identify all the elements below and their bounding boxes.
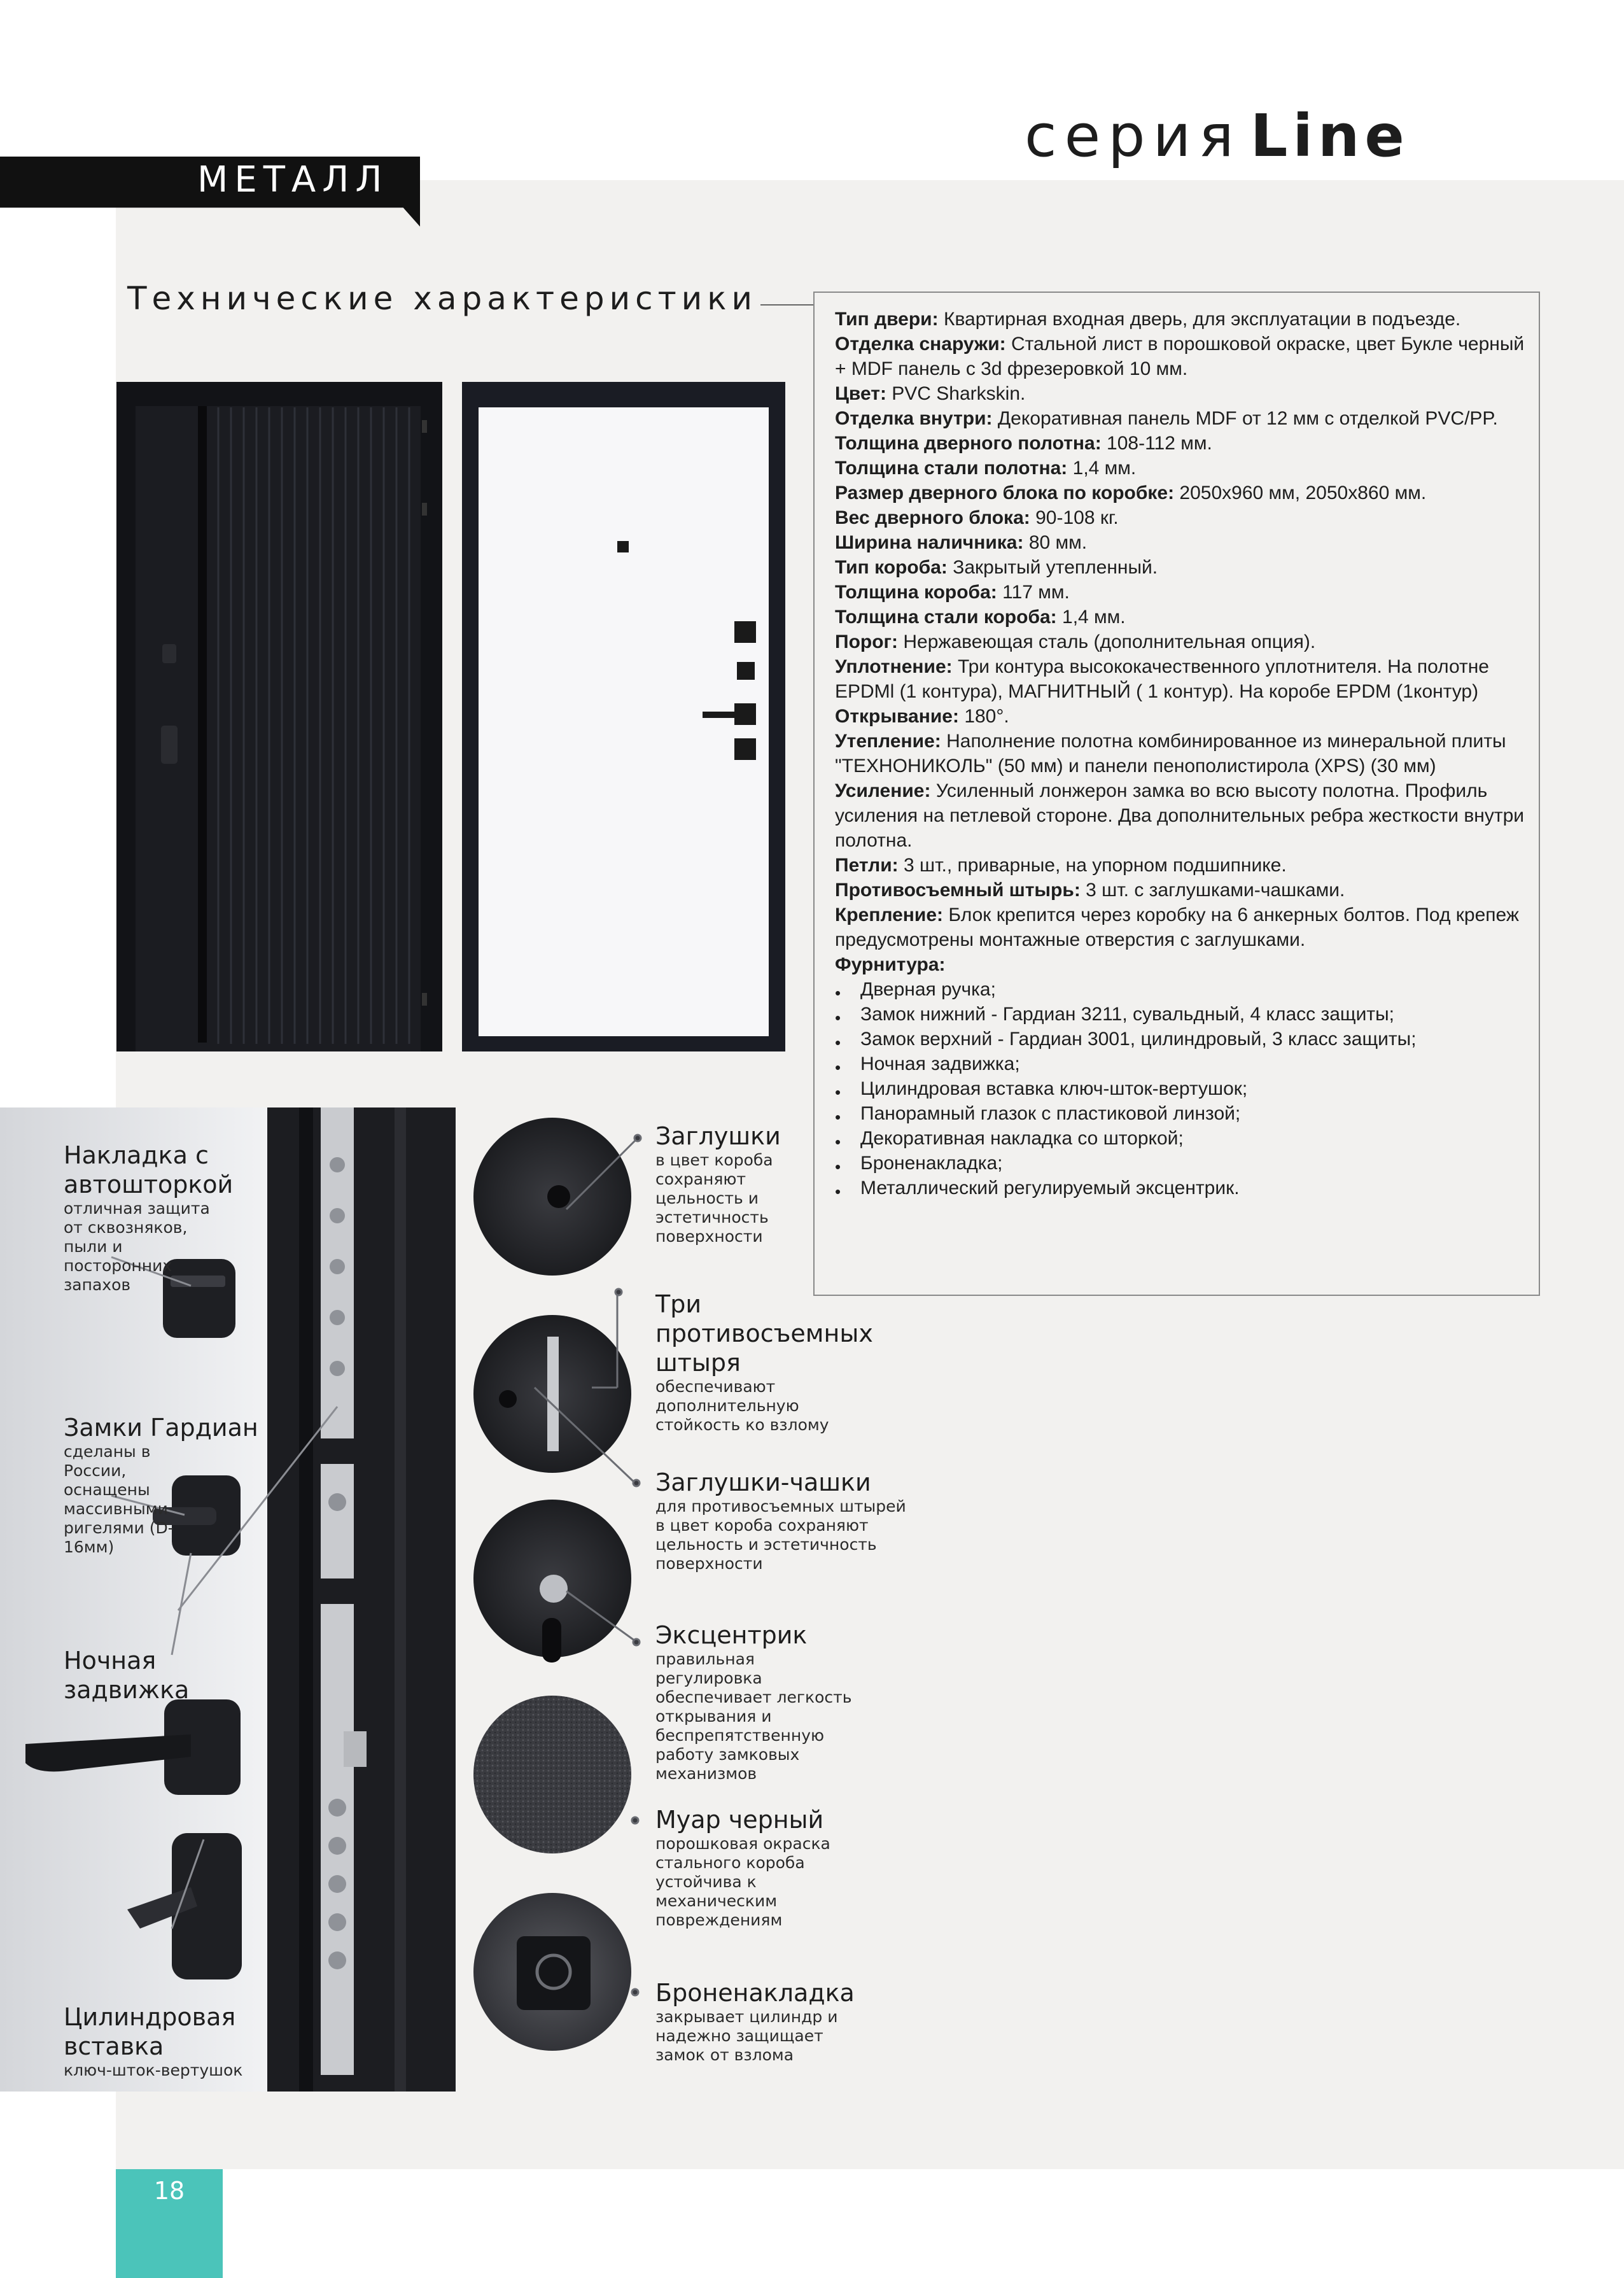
callout-title: Накладка с автошторкой xyxy=(64,1141,234,1199)
peephole-icon xyxy=(162,644,176,663)
callout-guardian-locks xyxy=(64,1413,258,1557)
lock-cover-icon xyxy=(734,621,756,643)
spec-item: Крепление: Блок крепится через коробку на 6 анкерных болтов. Под крепеж предусмотрены монтажные отверстия с заглушками. xyxy=(835,904,1519,950)
spec-item: Размер дверного блока по коробке: 2050х960 мм, 2050х860 мм. xyxy=(835,482,1427,503)
peephole-icon xyxy=(617,541,629,552)
spec-item: Усиление: Усиленный лонжерон замка во всю высоту полотна. Профиль усиления на петлевой стороне. Два дополнительных ребра жесткости внутри полотна. xyxy=(835,780,1525,851)
feature-moire-black xyxy=(655,1805,846,1930)
callout-armour-plate xyxy=(64,1141,255,1295)
spec-item: Отделка внутри: Декоративная панель MDF от 12 мм с отделкой PVC/PP. xyxy=(835,408,1498,429)
feature-title: Заглушки-чашки xyxy=(655,1468,871,1496)
moire-black-circle xyxy=(473,1696,631,1853)
night-latch-icon xyxy=(737,662,755,680)
spec-item: Вес дверного блока: 90-108 кг. xyxy=(835,507,1119,528)
feature-eccentric xyxy=(655,1621,859,1783)
series-title xyxy=(1025,102,1410,170)
callout-desc: ключ-шток-вертушок xyxy=(64,2061,243,2079)
spec-item: Толщина дверного полотна: 108-112 мм. xyxy=(835,433,1212,454)
spec-item: Противосъемный штырь: 3 шт. с заглушками-чашками. xyxy=(835,880,1345,901)
fittings-item: • Броненакладка; xyxy=(835,1151,1526,1176)
spec-item: Тип короба: Закрытый утепленный. xyxy=(835,557,1158,578)
spec-item: Петли: 3 шт., приварные, на упорном подшипнике. xyxy=(835,855,1287,876)
feature-cup-plugs xyxy=(655,1468,910,1573)
feature-desc: обеспечивают дополнительную стойкость ко взлому xyxy=(655,1377,829,1434)
callout-cylinder xyxy=(64,2002,267,2080)
section-title: Технические характеристики xyxy=(127,280,757,317)
callout-title: Цилиндровая вставка xyxy=(64,2003,236,2060)
cylinder-icon xyxy=(734,738,756,760)
feature-armour-plate xyxy=(655,1978,859,2065)
door-interior-image xyxy=(462,382,785,1051)
callout-title: Замки Гардиан xyxy=(64,1414,258,1442)
fittings-label: Фурнитура: xyxy=(835,954,946,975)
spec-item: Цвет: PVC Sharkskin. xyxy=(835,383,1026,404)
feature-desc: правильная регулировка обеспечивает легкость открывания и беспрепятственную работу замковых механизмов xyxy=(655,1650,852,1783)
spec-item: Толщина стали короба: 1,4 мм. xyxy=(835,607,1126,628)
lock-hardware-photo xyxy=(0,1107,456,2092)
feature-title: Заглушки xyxy=(655,1122,781,1150)
spec-box xyxy=(813,292,1540,1296)
series-name: Line xyxy=(1250,102,1410,170)
series-word: серия xyxy=(1025,102,1242,170)
callout-night-latch xyxy=(64,1646,204,1705)
spec-item: Толщина короба: 117 мм. xyxy=(835,582,1070,603)
callout-desc: сделаны в России, оснащены массивными ригелями (D-16мм) xyxy=(64,1442,174,1556)
feature-desc: в цвет короба сохраняют цельность и эстетичность поверхности xyxy=(655,1151,773,1246)
section-title-connector xyxy=(760,304,814,306)
spec-item: Открывание: 180°. xyxy=(835,706,1009,727)
feature-desc: порошковая окраска стального короба устойчива к механическим повреждениям xyxy=(655,1834,830,1929)
fittings-item: • Металлический регулируемый эксцентрик. xyxy=(835,1176,1526,1200)
callout-title: Ночная задвижка xyxy=(64,1647,190,1704)
feature-plugs xyxy=(655,1121,802,1246)
spec-item: Ширина наличника: 80 мм. xyxy=(835,532,1088,553)
feature-desc: для противосъемных штырей в цвет короба сохраняют цельность и эстетичность поверхности xyxy=(655,1497,906,1573)
spec-item: Тип двери: Квартирная входная дверь, для эксплуатации в подъезде. xyxy=(835,309,1461,330)
fittings-item: • Замок верхний - Гардиан 3001, цилиндровый, 3 класс защиты; xyxy=(835,1027,1526,1051)
spec-item: Толщина стали полотна: 1,4 мм. xyxy=(835,458,1137,479)
category-label: МЕТАЛЛ xyxy=(197,159,389,200)
feature-circles xyxy=(471,1107,643,2092)
spec-list xyxy=(835,307,1526,1200)
feature-anti-removal-pins xyxy=(655,1290,872,1435)
handle-icon xyxy=(161,726,178,764)
feature-title: Броненакладка xyxy=(655,1979,855,2007)
spec-item: Отделка снаружи: Стальной лист в порошковой окраске, цвет Букле черный + MDF панель с 3d фрезеровкой 10 мм. xyxy=(835,334,1525,379)
fittings-item: • Дверная ручка; xyxy=(835,977,1526,1002)
feature-title: Три противосъемных штыря xyxy=(655,1290,873,1377)
fittings-item: • Панорамный глазок с пластиковой линзой; xyxy=(835,1101,1526,1126)
fittings-item: • Декоративная накладка со шторкой; xyxy=(835,1126,1526,1151)
spec-item: Утепление: Наполнение полотна комбинированное из минеральной плиты "ТЕХНОНИКОЛЬ" (50 мм) и панели пенополистирола (XPS) (30 мм) xyxy=(835,731,1506,777)
callout-desc: отличная защита от сквозняков, пыли и посторонних запахов xyxy=(64,1199,210,1294)
page-number: 18 xyxy=(153,2177,185,2205)
fittings-item: • Замок нижний - Гардиан 3211, сувальдный, 4 класс защиты; xyxy=(835,1002,1526,1027)
spec-item: Уплотнение: Три контура высококачественного уплотнителя. На полотне EPDMl (1 контура), МАГНИТНЫЙ ( 1 контур). На коробе EPDM (1контур) xyxy=(835,656,1489,702)
feature-desc: закрывает цилиндр и надежно защищает замок от взлома xyxy=(655,2007,838,2064)
fittings-item: • Цилиндровая вставка ключ-шток-вертушок; xyxy=(835,1076,1526,1101)
spec-item: Порог: Нержавеющая сталь (дополнительная опция). xyxy=(835,631,1316,652)
fittings-item: • Ночная задвижка; xyxy=(835,1051,1526,1076)
fittings-list xyxy=(835,977,1526,1200)
feature-title: Эксцентрик xyxy=(655,1621,808,1649)
feature-title: Муар черный xyxy=(655,1806,824,1834)
door-exterior-image xyxy=(116,382,442,1051)
